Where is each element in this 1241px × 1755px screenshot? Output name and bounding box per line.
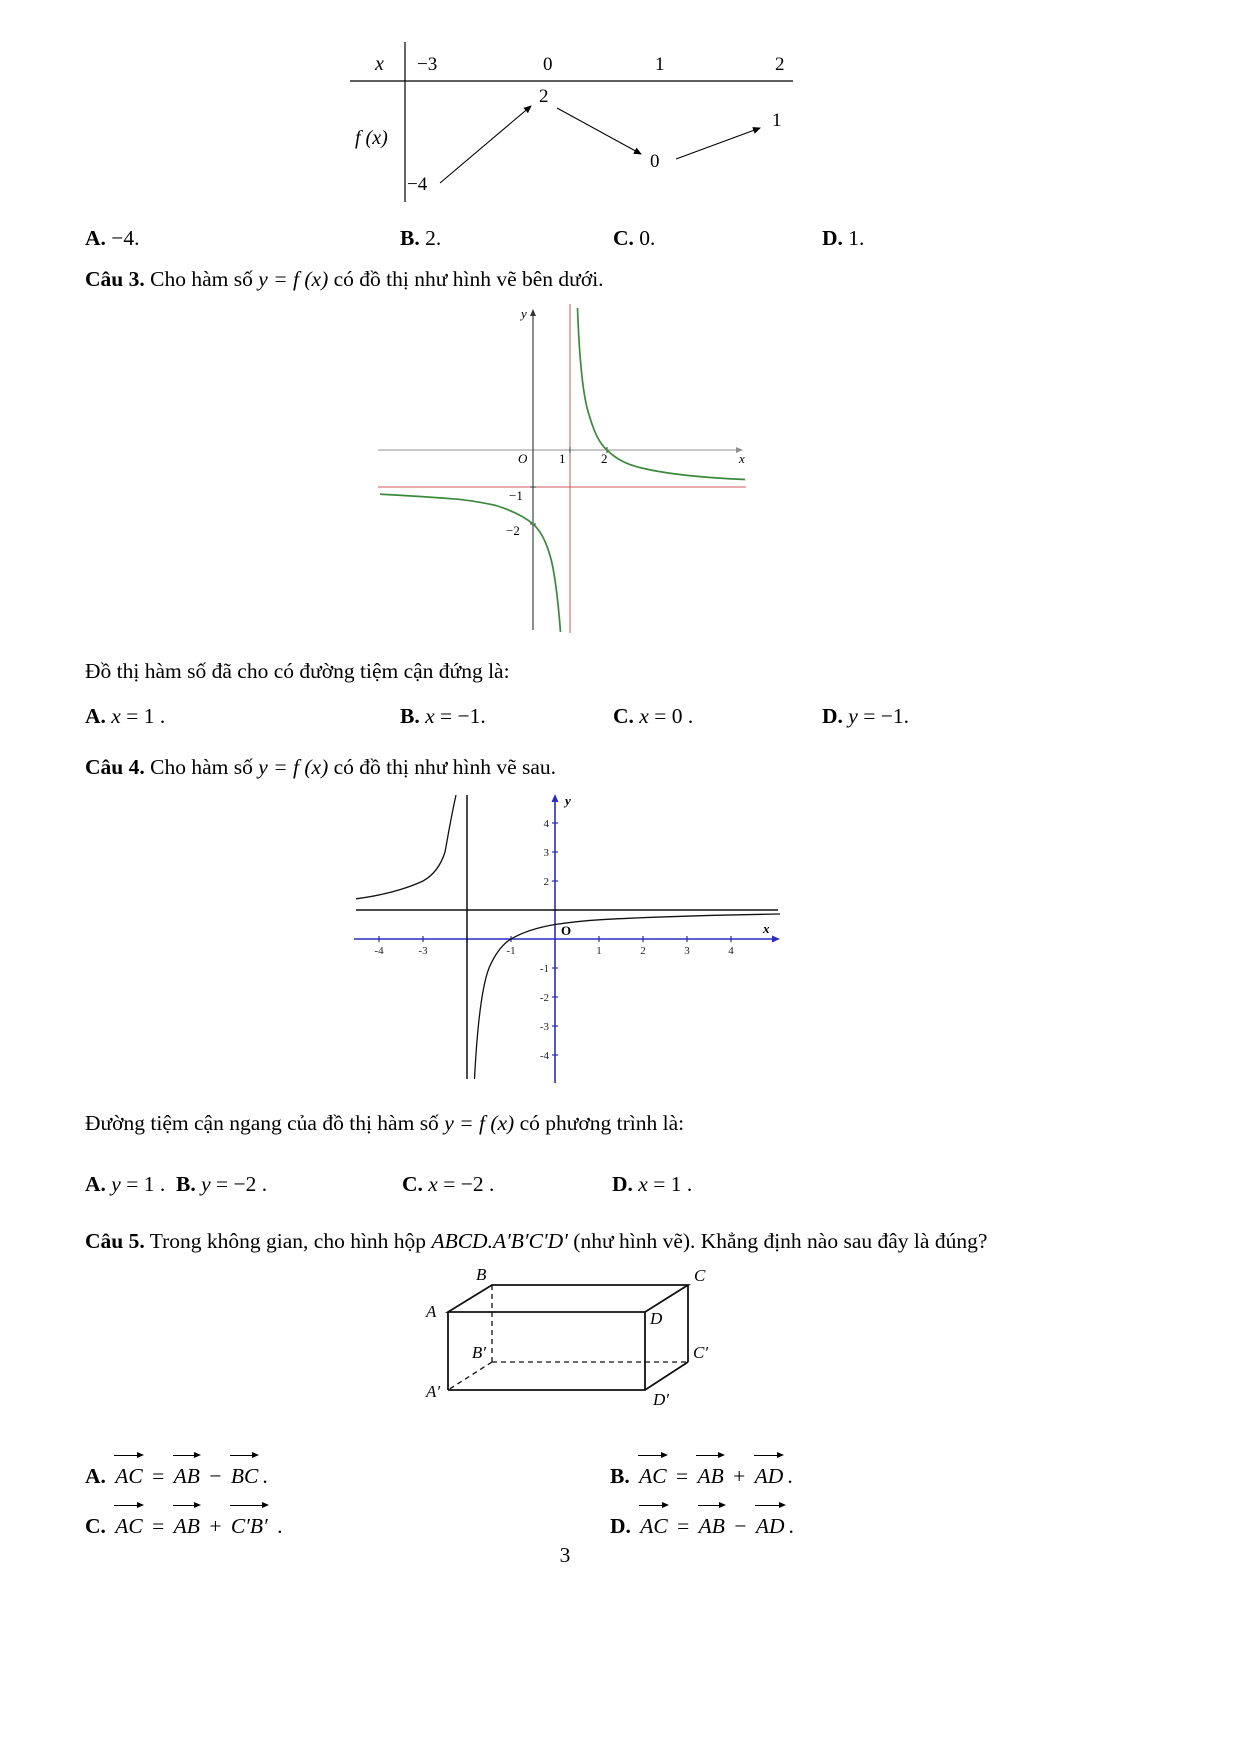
- y-tick-label: 4: [543, 818, 549, 830]
- option-variable: y: [201, 1172, 211, 1196]
- option-d: [612, 1166, 692, 1202]
- y-tick-label: -3: [539, 1021, 549, 1033]
- table-x-value: 1: [655, 54, 665, 75]
- vector-term: AB: [698, 1508, 726, 1544]
- y-tick-label: -2: [539, 992, 549, 1004]
- operator: −: [209, 1464, 222, 1488]
- period: .: [262, 1464, 268, 1488]
- option-letter: D.: [822, 704, 843, 728]
- table-f-value: 1: [772, 110, 782, 131]
- variation-arrows: [440, 106, 760, 183]
- option-value: = 1 .: [653, 1172, 693, 1196]
- x-tick-label: -4: [374, 945, 384, 957]
- option-variable: x: [111, 704, 121, 728]
- q4-question: [85, 1108, 684, 1138]
- option-letter: C.: [402, 1172, 423, 1196]
- x-tick-label: 4: [728, 945, 734, 957]
- equals-sign: =: [152, 1464, 165, 1488]
- operator: −: [734, 1514, 747, 1538]
- page-number-value: 3: [559, 1543, 571, 1567]
- x-tick-label: 1: [596, 945, 602, 957]
- x-tick-label: -3: [418, 945, 428, 957]
- option-a: [85, 220, 140, 256]
- q4-options: [0, 1166, 1241, 1206]
- x-tick-label: 2: [640, 945, 646, 957]
- option-value: = −1.: [863, 704, 909, 728]
- vector-term: C′B′: [230, 1508, 269, 1544]
- asymptotes: [378, 304, 746, 633]
- option-value: = 1 .: [126, 704, 166, 728]
- vector-term: BC: [230, 1458, 259, 1494]
- option-a: [85, 698, 165, 734]
- vector-term: AC: [114, 1458, 143, 1494]
- option-letter: A.: [85, 704, 106, 728]
- question-number: Câu 4.: [85, 755, 145, 779]
- x-tick-label: -1: [506, 945, 516, 957]
- option-variable: x: [638, 1172, 648, 1196]
- origin-label: O: [518, 451, 528, 466]
- y-tick-label: -1: [539, 963, 549, 975]
- option-c: [613, 698, 693, 734]
- table-fx-label: f (x): [355, 127, 388, 149]
- y-tick-label: −2: [506, 523, 520, 538]
- box-solid-edges: [448, 1285, 688, 1390]
- option-text: 0.: [639, 226, 656, 250]
- option-letter: C.: [613, 704, 634, 728]
- period: .: [788, 1514, 794, 1538]
- q5-options-row2: [0, 1508, 1241, 1548]
- q3-intro: [85, 264, 604, 294]
- intro-text: Cho hàm số: [150, 267, 253, 291]
- table-x-label: x: [375, 53, 384, 75]
- vertex-label-d: D: [650, 1309, 663, 1328]
- option-letter: B.: [610, 1464, 630, 1488]
- table-f-value: 2: [539, 86, 549, 107]
- operator: +: [209, 1514, 222, 1538]
- option-letter: B.: [400, 704, 420, 728]
- vector-term: AD: [755, 1508, 786, 1544]
- vector-term: AC: [639, 1508, 668, 1544]
- table-f-value: −4: [407, 174, 428, 195]
- intro-text: Cho hàm số: [150, 755, 253, 779]
- q3-graph: [370, 300, 760, 635]
- intro-text: có đồ thị như hình vẽ sau.: [333, 755, 557, 779]
- option-letter: D.: [612, 1172, 633, 1196]
- option-d: [822, 698, 909, 734]
- option-value: = −2 .: [216, 1172, 268, 1196]
- vector-term: AD: [754, 1458, 785, 1494]
- option-letter: B.: [176, 1172, 196, 1196]
- y-axis-label: y: [521, 306, 527, 321]
- axes: [378, 310, 742, 630]
- q3-question: [85, 656, 510, 686]
- q4-intro: [85, 752, 556, 782]
- formula: y = f (x): [444, 1111, 515, 1135]
- y-tick-label: 3: [543, 847, 549, 859]
- box-dashed-edges: [448, 1285, 688, 1390]
- option-d: [610, 1508, 794, 1544]
- option-letter: C.: [85, 1514, 106, 1538]
- equals-sign: =: [152, 1514, 165, 1538]
- option-b: [400, 220, 441, 256]
- question-text: có phương trình là:: [519, 1111, 685, 1135]
- operator: +: [733, 1464, 746, 1488]
- x-tick-label: 1: [559, 451, 566, 466]
- vector-term: AB: [173, 1458, 201, 1494]
- question-text: Đồ thị hàm số đã cho có đường tiệm cận đứng là:: [85, 659, 510, 683]
- intro-text: (như hình vẽ). Khẳng định nào sau đây là đúng?: [573, 1229, 988, 1253]
- table-x-value: 0: [543, 54, 553, 75]
- intro-text: Trong không gian, cho hình hộp: [149, 1229, 427, 1253]
- table-x-value: −3: [417, 54, 438, 75]
- y-tick-label: 2: [543, 876, 549, 888]
- vertex-label-c2: C′: [693, 1343, 709, 1362]
- period: .: [277, 1514, 283, 1538]
- table-x-value: 2: [775, 54, 785, 75]
- x-tick-label: 2: [601, 451, 608, 466]
- formula: y = f (x): [258, 755, 329, 779]
- period: .: [787, 1464, 793, 1488]
- origin-label: O: [561, 923, 572, 938]
- y-axis-label: y: [565, 793, 571, 808]
- vector-term: AB: [696, 1458, 724, 1494]
- question-text: Đường tiệm cận ngang của đồ thị hàm số: [85, 1111, 439, 1135]
- option-variable: x: [425, 704, 435, 728]
- x-tick-label: 3: [684, 945, 690, 957]
- option-a: [85, 1458, 268, 1494]
- option-text: −4.: [111, 226, 140, 250]
- question-number: Câu 5.: [85, 1229, 145, 1253]
- page-number: [0, 1543, 1130, 1568]
- option-letter: D.: [610, 1514, 631, 1538]
- option-variable: x: [639, 704, 649, 728]
- option-b: [176, 1166, 267, 1202]
- option-value: = 0 .: [654, 704, 694, 728]
- axes: [354, 796, 778, 1083]
- option-text: 1.: [848, 226, 865, 250]
- option-value: = 1 .: [126, 1172, 166, 1196]
- option-value: = −1.: [440, 704, 486, 728]
- option-b: [610, 1458, 793, 1494]
- variation-table: [345, 40, 805, 208]
- q5-intro: [85, 1226, 987, 1256]
- table-f-value: 0: [650, 151, 660, 172]
- y-tick-label: −1: [509, 488, 523, 503]
- option-letter: D.: [822, 226, 843, 250]
- vertex-label-a: A: [426, 1302, 437, 1321]
- formula: ABCD.A′B′C′D′: [431, 1229, 568, 1253]
- option-variable: y: [111, 1172, 121, 1196]
- vertex-label-a2: A′: [426, 1382, 441, 1401]
- question-number: Câu 3.: [85, 267, 145, 291]
- q4-graph: [350, 788, 790, 1088]
- vertex-label-d2: D′: [653, 1390, 669, 1409]
- function-curve: [380, 308, 745, 632]
- option-variable: y: [848, 704, 858, 728]
- vertex-label-b: B: [476, 1265, 487, 1284]
- option-d: [822, 220, 864, 256]
- option-letter: A.: [85, 1464, 106, 1488]
- option-value: = −2 .: [443, 1172, 495, 1196]
- vertex-label-b2: B′: [471, 1343, 486, 1362]
- option-a: [85, 1166, 165, 1202]
- q2-options: [0, 220, 1241, 260]
- formula: y = f (x): [258, 267, 329, 291]
- q3-options: [0, 698, 1241, 738]
- equals-sign: =: [677, 1514, 690, 1538]
- y-tick-label: -4: [539, 1050, 549, 1062]
- option-variable: x: [428, 1172, 438, 1196]
- option-c: [402, 1166, 494, 1202]
- option-letter: B.: [400, 226, 420, 250]
- vector-term: AC: [114, 1508, 143, 1544]
- intro-text: có đồ thị như hình vẽ bên dưới.: [333, 267, 604, 291]
- q5-box-figure: [420, 1262, 720, 1414]
- x-axis-label: x: [739, 451, 745, 466]
- option-letter: C.: [613, 226, 634, 250]
- option-b: [400, 698, 486, 734]
- option-c: [85, 1508, 282, 1544]
- vertex-label-c: C: [694, 1266, 706, 1285]
- q5-options-row1: [0, 1458, 1241, 1498]
- vector-term: AB: [173, 1508, 201, 1544]
- equals-sign: =: [675, 1464, 689, 1488]
- x-axis-label: x: [763, 921, 770, 936]
- option-text: 2.: [425, 226, 442, 250]
- option-letter: A.: [85, 1172, 106, 1196]
- option-c: [613, 220, 655, 256]
- option-letter: A.: [85, 226, 106, 250]
- vector-term: AC: [638, 1458, 667, 1494]
